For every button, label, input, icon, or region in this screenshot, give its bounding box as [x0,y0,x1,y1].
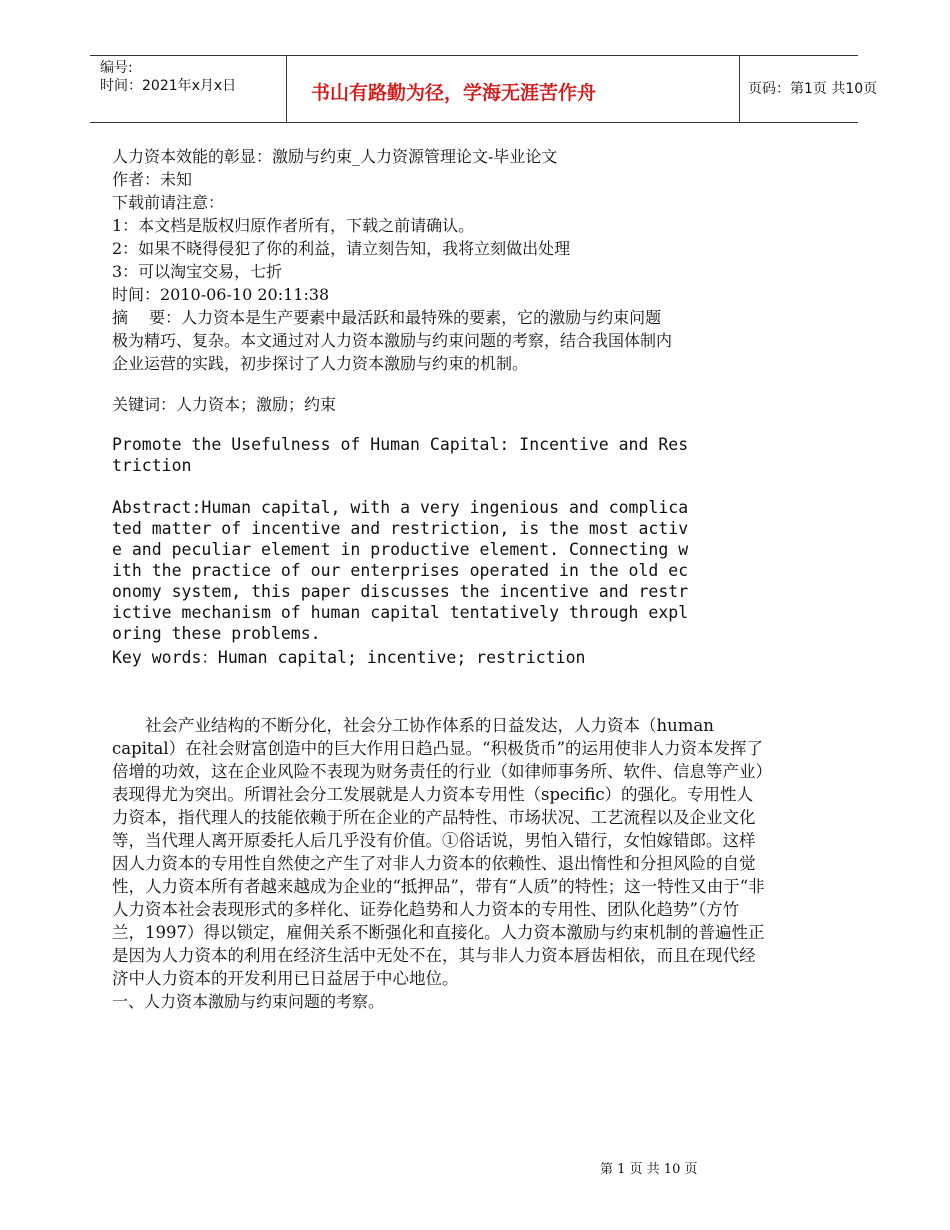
body-paragraph: 社会产业结构的不断分化，社会分工协作体系的日益发达，人力资本（human capital）在社会财富创造中的巨大作用日趋凸显。“积极货币”的运用使非人力资本发挥了倍增的功效，这在企业风险不表现为财务责任的行业（如律师事务所、软件、信息等产业）表现得尤为突出。所谓社会分工发展就是人力资本专用性（specific）的强化。专用性人力资本，指代理人的技能依赖于所在企业的产品特性、市场状况、工艺流程以及企业文化等，当代理人离开原委托人后几乎没有价值。①俗话说，男怕入错行，女怕嫁错郎。这样因人力资本的专用性自然使之产生了对非人力资本的依赖性、退出惰性和分担风险的自觉性，人力资本所有者越来越成为企业的“抵押品”，带有“人质”的特性；这一特性又由于“非人力资本社会表现形式的多样化、证券化趋势和人力资本的专用性、团队化趋势”（方竹兰，1997）得以锁定，雇佣关系不断强化和直接化。人力资本激励与约束机制的普遍性正是因为人力资本的利用在经济生活中无处不在，其与非人力资本唇齿相依，而且在现代经济中人力资本的开发利用已日益居于中心地位。 [112,716,765,988]
doc-time: 时间：2010-06-10 20:11:38 [112,285,330,304]
document-body [112,145,767,1013]
section-heading: 一、人力资本激励与约束问题的考察。 [112,992,385,1011]
title-en-line: Promote the Usefulness of Human Capital: Incentive and Res [112,435,689,454]
header-table [90,55,878,123]
notice-heading: 下载前请注意： [112,193,225,212]
motto-text: 书山有路勤为径，学海无涯苦作舟 [311,82,597,104]
notice-2: 2：如果不晓得侵犯了你的利益，请立刻告知，我将立刻做出处理 [112,239,571,258]
abstract-en-line: e and peculiar element in productive element. Connecting w [112,540,689,559]
notice-1: 1：本文档是版权归原作者所有，下载之前请确认。 [112,216,475,235]
doc-title: 人力资本效能的彰显：激励与约束_人力资源管理论文-毕业论文 [112,147,558,166]
page-footer: 第 1 页 共 10 页 [600,1162,698,1177]
page-info: 页码：第1页 共10页 [748,81,878,97]
number-label: 编号: [100,60,133,76]
header-left-cell [90,56,286,122]
abstract-cn-line: 摘 要：人力资本是生产要素中最活跃和最特殊的要素，它的激励与约束问题 [112,308,662,327]
abstract-en-line: ictive mechanism of human capital tentatively through expl [112,603,689,622]
abstract-en-line: oring these problems. [112,624,321,643]
header-right-cell [738,56,878,122]
title-en-line: triction [112,456,192,475]
abstract-cn-line: 企业运营的实践，初步探讨了人力资本激励与约束的机制。 [112,354,529,373]
header-motto-cell [286,56,740,122]
abstract-en-line: ted matter of incentive and restriction, is the most activ [112,519,689,538]
abstract-cn-line: 极为精巧、复杂。本文通过对人力资本激励与约束问题的考察，结合我国体制内 [112,331,673,350]
time-label: 时间：2021年x月x日 [100,78,237,94]
notice-3: 3：可以淘宝交易，七折 [112,262,283,281]
abstract-en-line: Abstract:Human capital, with a very ingenious and complica [112,498,689,517]
keywords-cn: 关键词：人力资本；激励；约束 [112,395,337,414]
doc-author: 作者：未知 [112,170,193,189]
abstract-en-line: ith the practice of our enterprises operated in the old ec [112,561,689,580]
abstract-en-line: onomy system, this paper discusses the incentive and restr [112,582,689,601]
keywords-en: Key words：Human capital; incentive; restriction [112,648,586,667]
